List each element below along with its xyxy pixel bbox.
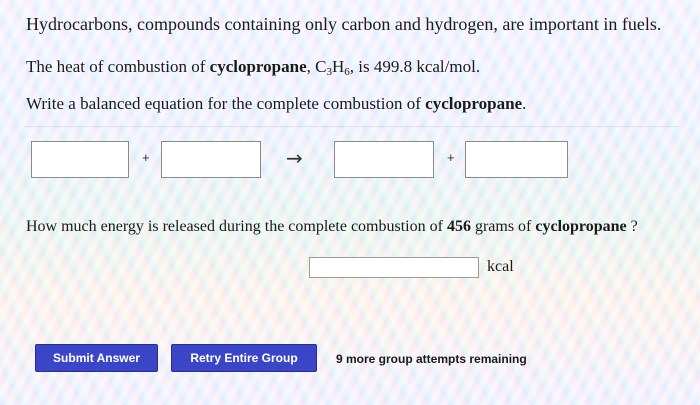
reaction-arrow-icon: → xyxy=(286,146,303,170)
plus-sign: + xyxy=(447,150,455,165)
product-2-input[interactable] xyxy=(465,141,568,178)
divider xyxy=(24,126,679,127)
submit-answer-button[interactable]: Submit Answer xyxy=(35,344,158,372)
formula: $C_3H_6$ xyxy=(315,57,350,78)
reactant-1-input[interactable] xyxy=(31,141,129,178)
compound-name: cyclopropane xyxy=(535,218,627,235)
energy-question-text: How much energy is released during the complete combustion of 456 grams of cyclopropane ? xyxy=(26,218,638,235)
heat-of-combustion-text xyxy=(26,57,480,78)
intro-text: Hydrocarbons, compounds containing only carbon and hydrogen, are important in fuels. xyxy=(26,14,662,34)
attempts-remaining-text: 9 more group attempts remaining xyxy=(336,352,527,366)
comma: , xyxy=(306,57,316,76)
energy-answer-input[interactable] xyxy=(309,257,479,278)
product-1-input[interactable] xyxy=(334,141,434,178)
heat-suffix: , is 499.8 kcal/mol. xyxy=(349,57,481,76)
compound-name: cyclopropane xyxy=(209,57,307,76)
instruction-text: Write a balanced equation for the complete combustion of cyclopropane. xyxy=(26,94,527,113)
plus-sign: + xyxy=(142,150,150,165)
mass-value: 456 xyxy=(446,218,471,235)
heat-prefix: The heat of combustion of xyxy=(26,57,210,76)
retry-entire-group-button[interactable]: Retry Entire Group xyxy=(171,344,317,372)
energy-unit-label: kcal xyxy=(487,258,514,275)
reactant-2-input[interactable] xyxy=(161,141,261,178)
compound-name: cyclopropane xyxy=(425,94,523,113)
